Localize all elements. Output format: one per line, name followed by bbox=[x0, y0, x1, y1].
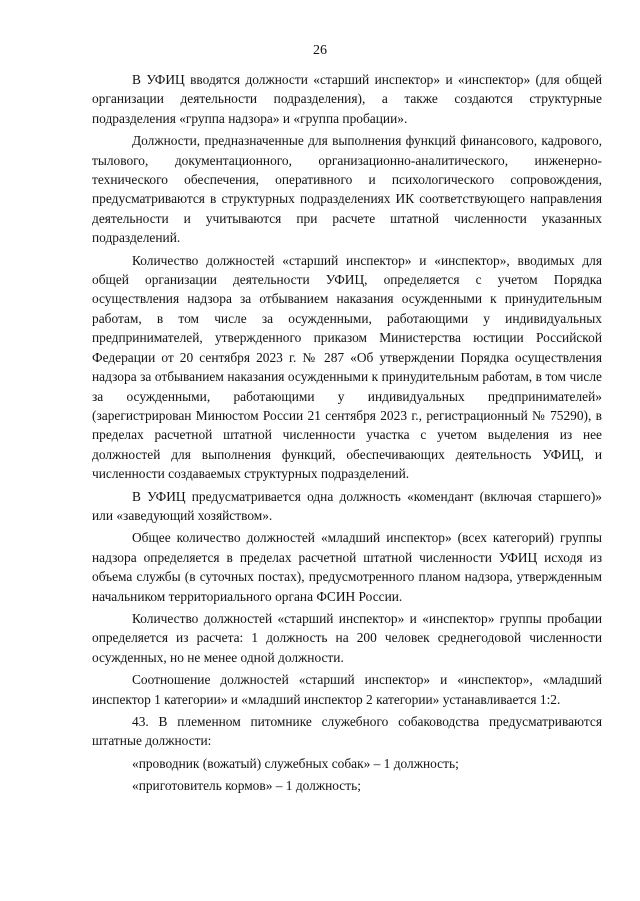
paragraph-inspector-count: Количество должностей «старший инспектор» и «инспектор», вводимых для общей организации деятельности УФИЦ, определяется с учетом Порядка осуществления надзора за отбыванием наказания осужденными к принудительным работам, в том числе за осужденными, работающими у индивидуальных предпринимателей, утвержденного приказом Министерства юстиции Российской Федерации от 20 сентября 2023 г. № 287 «Об утверждении Порядка осуществления надзора за отбыванием наказания осужденными к принудительным работам, в том числе за осужденными, работающими у индивидуальных предпринимателей» (зарегистрирован Минюстом России 21 сентября 2023 г., регистрационный № 75290), в пределах расчетной штатной численности участка с учетом выделения из нее должностей для выполнения функций, обеспечивающих деятельность УФИЦ, и численности создаваемых структурных подразделений. bbox=[92, 252, 602, 482]
list-item-dog-handler: «проводник (вожатый) служебных собак» – 1 должность; bbox=[132, 755, 459, 771]
paragraph-ratio: Соотношение должностей «старший инспектор» и «инспектор», «младший инспектор 1 категории» и «младший инспектор 2 категории» устанавливается 1:2. bbox=[92, 672, 602, 707]
list-item-feed-preparer: «приготовитель кормов» – 1 должность; bbox=[132, 778, 361, 794]
page-number: 26 bbox=[313, 43, 327, 58]
paragraph-kennel-section-43: 43. В племенном питомнике служебного собаководства предусматриваются штатные должности: bbox=[92, 714, 602, 749]
paragraph-ufic-positions: В УФИЦ вводятся должности «старший инспектор» и «инспектор» (для общей организации деятельности подразделения), а также создаются структурные подразделения «группа надзора» и «группа пробации». bbox=[92, 72, 602, 126]
paragraph-commandant: В УФИЦ предусматривается одна должность «комендант (включая старшего)» или «заведующий хозяйством». bbox=[92, 488, 602, 523]
paragraph-probation-group: Количество должностей «старший инспектор» и «инспектор» группы пробации определяется из расчета: 1 должность на 200 человек среднегодовой численности осужденных, но не менее одной должности. bbox=[92, 610, 602, 665]
document-body bbox=[92, 70, 602, 799]
paragraph-junior-inspectors: Общее количество должностей «младший инспектор» (всех категорий) группы надзора определяется в пределах расчетной штатной численности УФИЦ исходя из объема службы (в суточных постах), предусмотренного планом надзора, утвержденным начальником территориального органа ФСИН России. bbox=[92, 530, 602, 604]
paragraph-support-positions: Должности, предназначенные для выполнения функций финансового, кадрового, тылового, документационного, организационно-аналитического, инженерно-технического обеспечения, оперативного и психологического сопровождения, предусматриваются в структурных подразделениях ИК соответствующего направления деятельности и учитываются при расчете штатной численности указанных подразделений. bbox=[92, 133, 602, 246]
